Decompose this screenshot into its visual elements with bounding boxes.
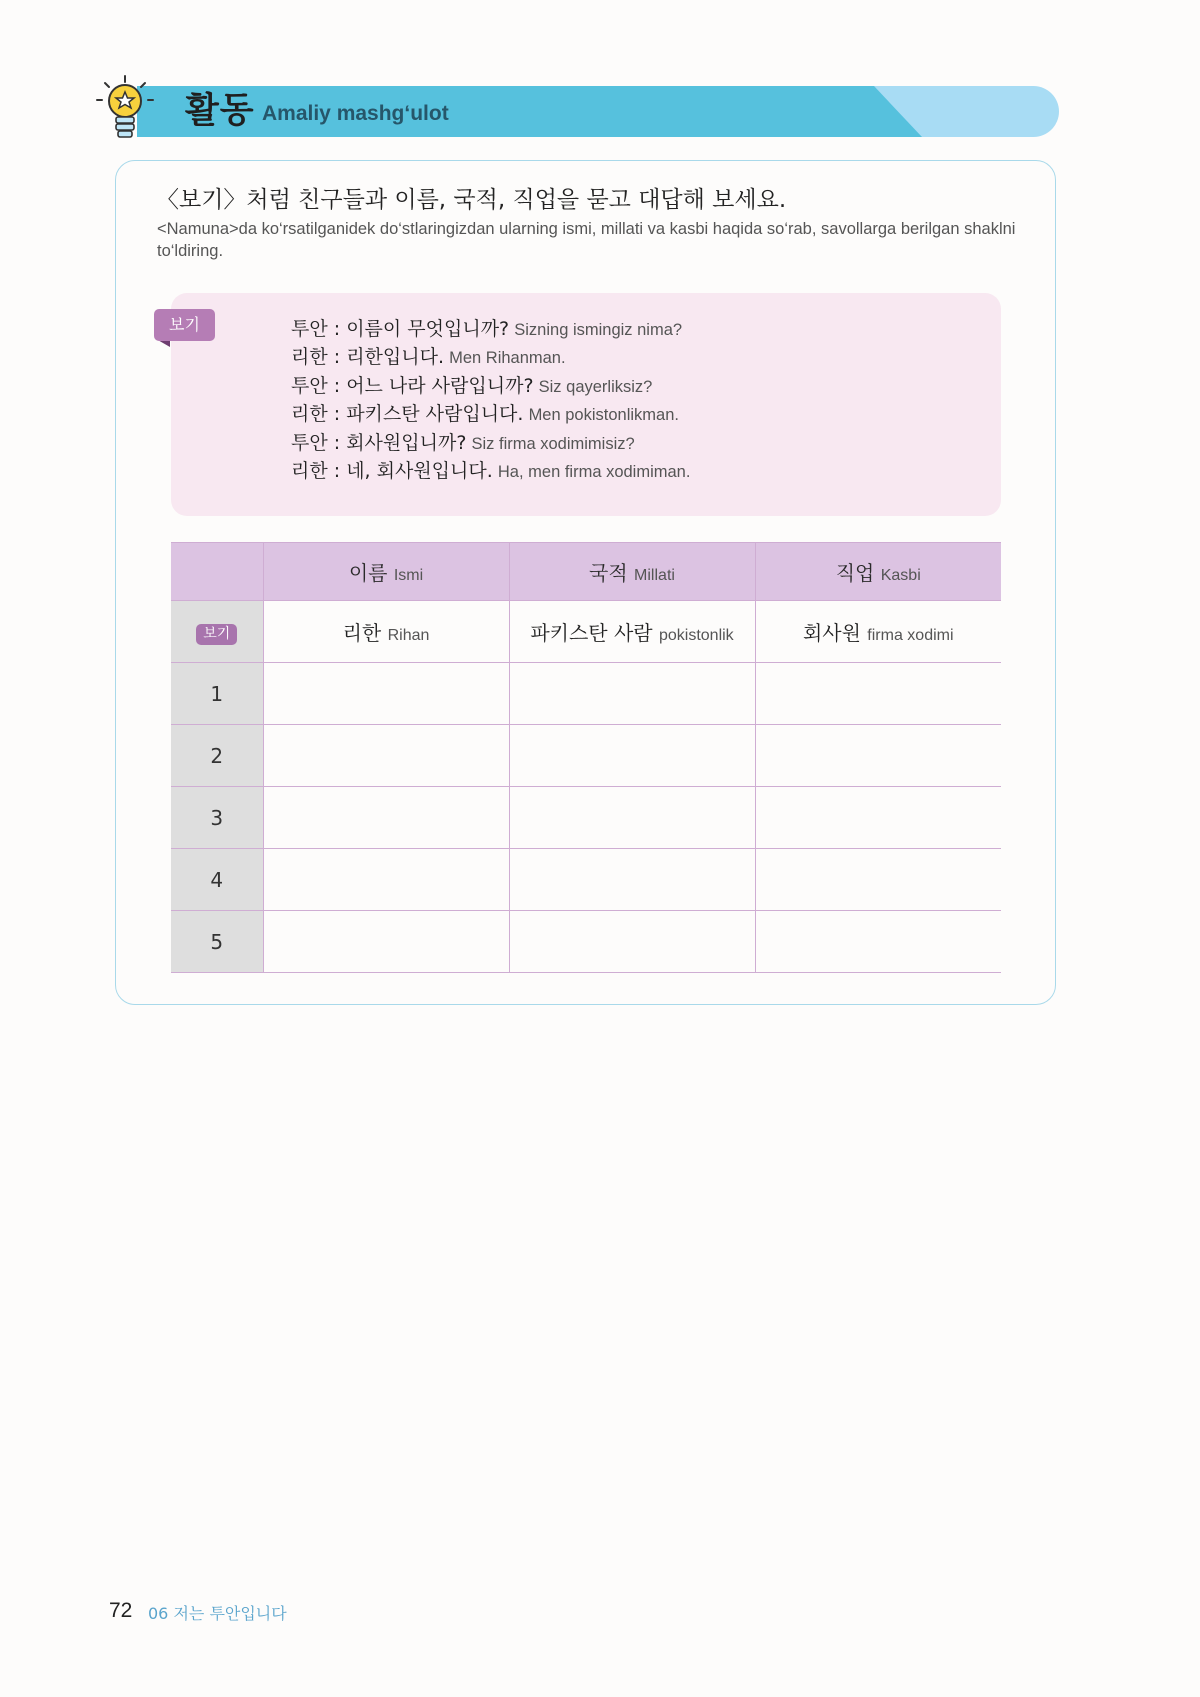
blank-occupation-cell[interactable] bbox=[755, 849, 1001, 911]
blank-nationality-cell[interactable] bbox=[509, 849, 755, 911]
dialog-translation: Siz qayerliksiz? bbox=[538, 377, 653, 396]
table-row bbox=[171, 849, 1001, 911]
blank-nationality-cell[interactable] bbox=[509, 911, 755, 973]
blank-occupation-cell[interactable] bbox=[755, 911, 1001, 973]
dialog-line bbox=[291, 457, 690, 485]
dialog-line bbox=[291, 315, 690, 343]
blank-name-cell[interactable] bbox=[263, 663, 509, 725]
dialog-korean: 투안 : 회사원입니까? bbox=[291, 431, 467, 454]
blank-nationality-cell[interactable] bbox=[509, 725, 755, 787]
dialog-line bbox=[291, 372, 690, 400]
cell-latin: firma xodimi bbox=[867, 627, 954, 644]
row-number: 5 bbox=[171, 911, 263, 973]
column-header-occupation bbox=[755, 543, 1001, 601]
row-number: 3 bbox=[171, 787, 263, 849]
blank-occupation-cell[interactable] bbox=[755, 725, 1001, 787]
blank-nationality-cell[interactable] bbox=[509, 787, 755, 849]
header-korean: 이름 bbox=[348, 561, 388, 585]
instruction-korean: 〈보기〉처럼 친구들과 이름, 국적, 직업을 묻고 대답해 보세요. bbox=[156, 187, 787, 213]
chapter-title: 06 저는 투안입니다 bbox=[148, 1604, 287, 1623]
dialog-korean: 리한 : 네, 회사원입니다. bbox=[291, 459, 493, 482]
header-latin: Millati bbox=[634, 567, 675, 584]
answer-table bbox=[171, 542, 1001, 973]
dialog-line bbox=[291, 343, 690, 371]
table-row-example bbox=[171, 601, 1001, 663]
dialog-korean: 리한 : 리한입니다. bbox=[291, 346, 444, 369]
dialog-translation: Sizning ismingiz nima? bbox=[514, 321, 683, 339]
column-header-nationality bbox=[509, 543, 755, 601]
section-title: 활동 bbox=[185, 91, 255, 131]
dialog-translation: Siz firma xodimimisiz? bbox=[471, 434, 635, 453]
blank-nationality-cell[interactable] bbox=[509, 663, 755, 725]
header-korean: 직업 bbox=[835, 561, 875, 585]
page-number: 72 bbox=[109, 1599, 133, 1622]
dialog-line bbox=[291, 429, 690, 457]
cell-korean: 파키스탄 사람 bbox=[530, 621, 653, 645]
table-cell bbox=[755, 601, 1001, 663]
dialog-translation: Men Rihanman. bbox=[449, 349, 566, 368]
table-row bbox=[171, 787, 1001, 849]
cell-latin: pokistonlik bbox=[658, 627, 734, 644]
instruction-uzbek: <Namuna>da ko‘rsatilganidek do‘stlaringizdan ularning ismi, millati va kasbi haqida so‘rab, savollarga berilgan shaklni to‘ldiring. bbox=[157, 220, 1016, 260]
dialog-translation: Ha, men firma xodimiman. bbox=[497, 462, 691, 481]
table-row bbox=[171, 663, 1001, 725]
row-number: 4 bbox=[171, 849, 263, 911]
table-header-corner bbox=[171, 543, 263, 601]
table-row bbox=[171, 911, 1001, 973]
table-cell bbox=[263, 601, 509, 663]
blank-name-cell[interactable] bbox=[263, 787, 509, 849]
header-latin: Ismi bbox=[393, 567, 424, 584]
dialog-korean: 투안 : 이름이 무엇입니까? bbox=[291, 318, 510, 340]
column-header-name bbox=[263, 543, 509, 601]
table-row bbox=[171, 725, 1001, 787]
dialog-line bbox=[291, 400, 690, 428]
row-number: 2 bbox=[171, 725, 263, 787]
row-number: 1 bbox=[171, 663, 263, 725]
blank-name-cell[interactable] bbox=[263, 911, 509, 973]
header-korean: 국적 bbox=[589, 561, 628, 585]
blank-name-cell[interactable] bbox=[263, 725, 509, 787]
table-header-row bbox=[171, 543, 1001, 601]
blank-occupation-cell[interactable] bbox=[755, 663, 1001, 725]
blank-name-cell[interactable] bbox=[263, 849, 509, 911]
example-tag: 보기 bbox=[154, 309, 215, 341]
example-dialog bbox=[291, 315, 690, 485]
dialog-translation: Men pokistonlikman. bbox=[528, 406, 679, 425]
row-label bbox=[171, 601, 263, 663]
section-subtitle: Amaliy mashg‘ulot bbox=[262, 102, 449, 125]
header-latin: Kasbi bbox=[880, 567, 921, 584]
cell-korean: 회사원 bbox=[802, 621, 861, 645]
table-cell bbox=[509, 601, 755, 663]
blank-occupation-cell[interactable] bbox=[755, 787, 1001, 849]
lightbulb-icon bbox=[94, 74, 156, 144]
example-row-tag: 보기 bbox=[196, 624, 237, 645]
dialog-korean: 리한 : 파키스탄 사람입니다. bbox=[291, 403, 524, 426]
cell-korean: 리한 bbox=[342, 621, 382, 645]
cell-latin: Rihan bbox=[387, 627, 430, 644]
dialog-korean: 투안 : 어느 나라 사람입니까? bbox=[291, 374, 534, 397]
